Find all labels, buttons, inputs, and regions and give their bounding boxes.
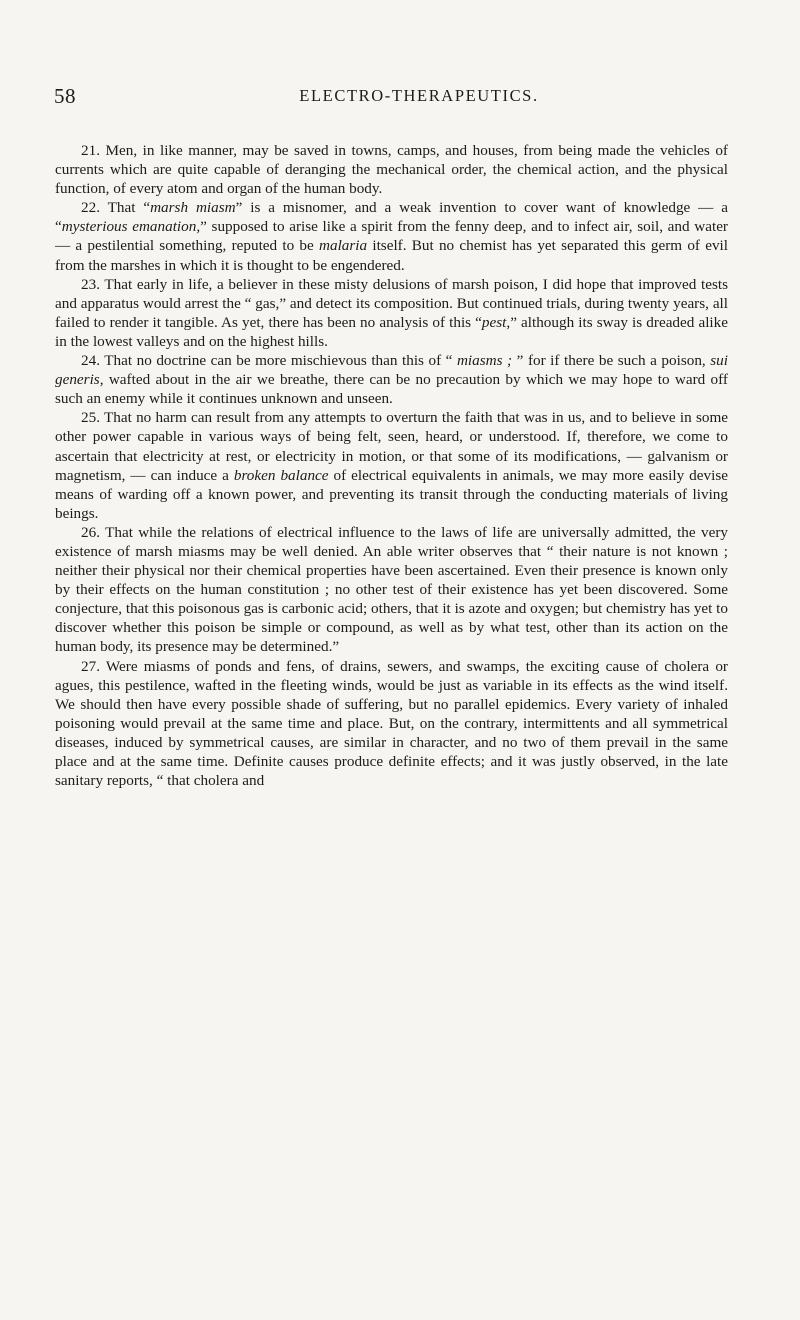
- page-header: [54, 84, 744, 110]
- paragraph-number: 23.: [81, 275, 100, 293]
- italic-phrase: pest,: [481, 313, 511, 331]
- text-segment: That no harm can result from any attempts to overturn the faith that was in us, and to believe in some other power capable in various ways of being felt, seen, heard, or understood. If, therefore, we come to ascertain that electricity at rest, or electricity in motion, or that some of its modifications, — galvanism or magnetism, — can induce a: [55, 409, 728, 484]
- text-segment: ” although its sway is dreaded alike in the lowest valleys and on the highest hills.: [55, 313, 728, 350]
- paragraph: [55, 141, 728, 198]
- paragraph: [55, 657, 728, 791]
- paragraph-number: 21.: [81, 142, 100, 159]
- italic-phrase: malaria: [319, 237, 368, 255]
- text-segment: ” for if there be such a poison,: [512, 352, 711, 370]
- paragraph: [55, 408, 728, 523]
- italic-phrase: mysterious emanation,: [61, 218, 201, 236]
- italic-phrase: marsh miasm: [150, 199, 236, 217]
- text-segment: That no doctrine can be more mischievous than this of “: [99, 352, 457, 370]
- text-segment: ” is a misnomer, and a weak invention to cover want of knowledge — a “: [55, 199, 728, 236]
- paragraph: [55, 275, 728, 351]
- paragraph-number: 26.: [81, 523, 100, 541]
- italic-phrase: miasms ;: [456, 352, 513, 370]
- text-segment: itself. But no chemist has yet separated this germ of evil from the marshes in which it is thought to be engendered.: [55, 237, 728, 274]
- body-text: [55, 141, 728, 790]
- text-segment: wafted about in the air we breathe, there can be no precaution by which we may hope to ward off such an enemy while it continues unknown and unseen.: [55, 371, 728, 408]
- italic-phrase: broken balance: [233, 466, 329, 484]
- paragraph: [55, 523, 728, 657]
- page-number: 58: [54, 84, 76, 108]
- text-segment: That “: [99, 199, 151, 217]
- paragraph: [55, 198, 728, 274]
- text-segment: That early in life, a believer in these misty delusions of marsh poison, I did hope that improved tests and apparatus would arrest the “ gas,” and detect its composition. But continued trials, during twenty years, all failed to render it tangible. As yet, there has been no analysis of this “: [55, 275, 728, 331]
- paragraph-number: 27.: [81, 657, 100, 675]
- italic-phrase: sui generis,: [55, 352, 728, 389]
- text-segment: That while the relations of electrical influence to the laws of life are universally admitted, the very existence of marsh miasms may be well denied. An able writer observes that “ their nature is not known ; neither their physical nor their chemical properties have been ascertained. Even their presence is known only by their effects on the human constitution ; no other test of their existence has yet been discovered. Some conjecture, that this poisonous gas is carbonic acid; others, that it is azote and oxygen; but chemistry has yet to discover whether this poison be simple or compound, as well as by what test, other than its action on the human body, its presence may be determined.”: [55, 523, 728, 656]
- running-head: ELECTRO-THERAPEUTICS.: [299, 86, 539, 105]
- paragraph-number: 22.: [81, 199, 100, 217]
- text-segment: of electrical equivalents in animals, we may more easily devise means of warding off a known power, and preventing its transit through the conducting materials of living beings.: [55, 466, 728, 522]
- paragraph: [55, 351, 728, 408]
- text-segment: Men, in like manner, may be saved in towns, camps, and houses, from being made the vehicles of currents which are quite capable of deranging the mechanical order, the chemical action, and the physical function, of every atom and organ of the human body.: [55, 142, 728, 198]
- paragraph-number: 25.: [81, 409, 100, 427]
- text-segment: Were miasms of ponds and fens, of drains, sewers, and swamps, the exciting cause of cholera or agues, this pestilence, wafted in the fleeting winds, would be just as variable in its effects as the wind itself. We should then have every possible shade of suffering, but no parallel epidemics. Every variety of inhaled poisoning would prevail at the same time and place. But, on the contrary, intermittents and all symmetrical diseases, induced by symmetrical causes, are similar in character, and no two of them prevail in the same place and at the same time. Definite causes produce definite effects; and it was justly observed, in the late sanitary reports, “ that cholera and: [55, 657, 728, 790]
- paragraph-number: 24.: [81, 352, 100, 370]
- text-segment: ” supposed to arise like a spirit from the fenny deep, and to infect air, soil, and water — a pestilential something, reputed to be: [55, 218, 728, 255]
